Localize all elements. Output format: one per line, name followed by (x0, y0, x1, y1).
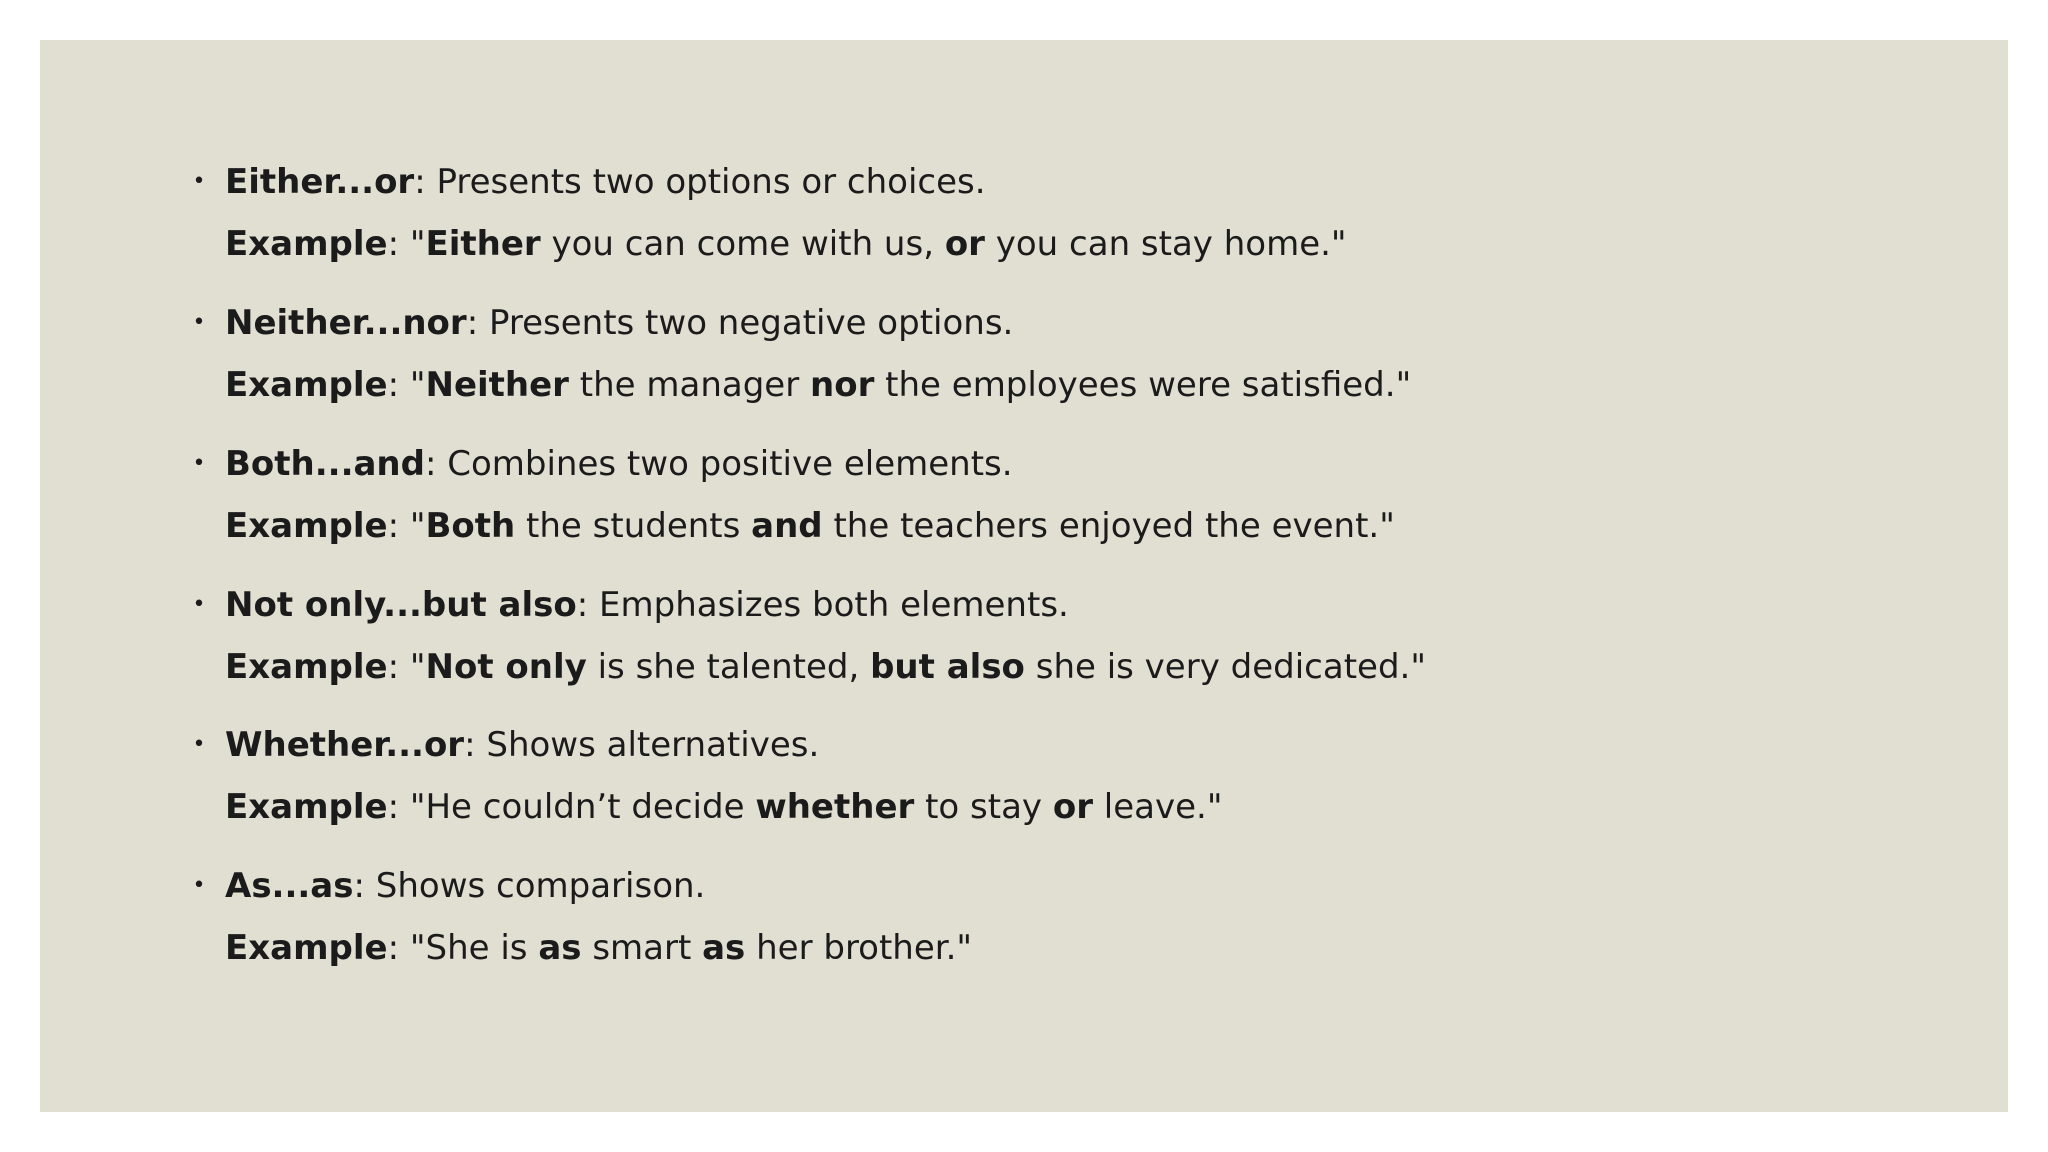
example-text-segment: : "She is (387, 928, 539, 968)
term: As...as (225, 866, 354, 906)
term-colon: : (414, 162, 426, 202)
term-colon: : (466, 303, 479, 343)
example-text-segment: : " (387, 365, 426, 405)
bullet-icon: • (192, 451, 206, 476)
example-bold-segment: but also (870, 647, 1025, 687)
term-colon: : (464, 725, 476, 765)
example-bold-segment: Both (425, 506, 516, 546)
example-text-segment: she is very dedicated." (1024, 647, 1426, 687)
example-text-segment: the teachers enjoyed the event." (822, 506, 1395, 546)
term-colon: : (353, 866, 365, 906)
definition-text: Presents two negative options. (478, 303, 1014, 343)
definition-line (225, 444, 1013, 484)
example-line (225, 787, 1222, 827)
example-text-segment: her brother." (745, 928, 973, 968)
bullet-icon: • (192, 592, 206, 617)
example-bold-segment: Example (225, 506, 388, 546)
definition-line (225, 303, 1013, 343)
example-bold-segment: Example (225, 787, 388, 827)
example-text-segment: the students (515, 506, 752, 546)
term-colon: : (424, 444, 437, 484)
term: Both...and (225, 444, 425, 484)
example-bold-segment: whether (755, 787, 915, 827)
example-bold-segment: or (1052, 787, 1093, 827)
example-bold-segment: Neither (425, 365, 569, 405)
example-bold-segment: as (702, 928, 746, 968)
term: Whether...or (225, 725, 465, 765)
definition-text: Shows alternatives. (475, 725, 820, 765)
example-line (225, 365, 1411, 405)
example-bold-segment: Example (225, 928, 388, 968)
example-text-segment: you can come with us, (540, 224, 945, 264)
definition-text: Combines two positive elements. (436, 444, 1013, 484)
definition-line (225, 725, 819, 765)
example-line (225, 928, 972, 968)
example-text-segment: : " (387, 647, 426, 687)
term: Not only...but also (225, 585, 577, 625)
example-line (225, 647, 1426, 687)
definition-text: Shows comparison. (364, 866, 706, 906)
example-text-segment: leave." (1092, 787, 1223, 827)
example-line (225, 224, 1347, 264)
example-text-segment: the manager (568, 365, 811, 405)
bullet-icon: • (192, 169, 206, 194)
example-text-segment: the employees were satisfied." (874, 365, 1412, 405)
example-bold-segment: Either (425, 224, 541, 264)
definition-text: Presents two options or choices. (425, 162, 986, 202)
term: Neither...nor (225, 303, 467, 343)
example-bold-segment: Not only (425, 647, 587, 687)
definition-text: Emphasizes both elements. (588, 585, 1069, 625)
example-bold-segment: as (538, 928, 582, 968)
example-text-segment: you can stay home." (984, 224, 1347, 264)
term: Either...or (225, 162, 415, 202)
definition-line (225, 585, 1069, 625)
slide-content (40, 40, 2008, 1112)
bullet-icon: • (192, 873, 206, 898)
definition-line (225, 162, 986, 202)
slide (40, 40, 2008, 1112)
term-colon: : (576, 585, 589, 625)
example-text-segment: : " (387, 506, 426, 546)
example-bold-segment: Example (225, 365, 388, 405)
example-bold-segment: Example (225, 224, 388, 264)
example-text-segment: smart (581, 928, 703, 968)
bullet-icon: • (192, 310, 206, 335)
example-text-segment: : "He couldn’t decide (387, 787, 756, 827)
bullet-icon: • (192, 732, 206, 757)
example-text-segment: is she talented, (586, 647, 871, 687)
example-bold-segment: Example (225, 647, 388, 687)
definition-line (225, 866, 705, 906)
example-line (225, 506, 1395, 546)
example-text-segment: to stay (914, 787, 1053, 827)
example-bold-segment: nor (810, 365, 875, 405)
example-bold-segment: or (944, 224, 985, 264)
example-text-segment: : " (387, 224, 426, 264)
example-bold-segment: and (751, 506, 823, 546)
